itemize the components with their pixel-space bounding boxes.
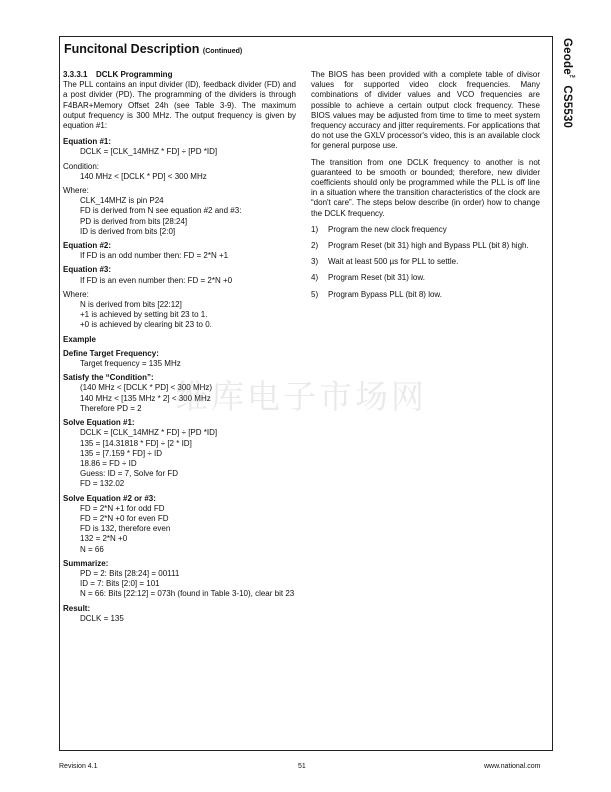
step-item: [311, 225, 540, 235]
solve1-line: 135 = [7.159 * FD] ÷ ID: [80, 448, 162, 458]
footer-revision: Revision 4.1: [59, 763, 98, 770]
summarize-heading: Summarize:: [63, 558, 109, 568]
target-heading: Define Target Frequency:: [63, 348, 159, 358]
step-item: [311, 241, 540, 251]
section-title-text: Funcitonal Description: [64, 42, 200, 56]
solve23-line: FD = 2*N +1 for odd FD: [80, 503, 165, 513]
solve23-line: FD is 132, therefore even: [80, 524, 171, 534]
example-heading: Example: [63, 334, 96, 344]
subsection-number: 3.3.3.1: [63, 70, 88, 79]
footer-url: www.national.com: [484, 763, 541, 770]
left-column: [63, 70, 296, 624]
where-line: PD is derived from bits [28:24]: [80, 216, 188, 226]
summarize-list: [63, 569, 296, 600]
footer-page-number: 51: [298, 763, 306, 770]
step-text: Wait at least 500 µs for PLL to settle.: [328, 257, 459, 267]
where-list: [63, 196, 296, 237]
step-number: 5): [311, 289, 319, 299]
intro-paragraph: The PLL contains an input divider (ID), feedback divider (FD) and a post divider (PD). The programming of the dividers is through F4BAR+Memory Offset 24h (see Table 3-9). The maximum output frequency is 300 MHz. The output frequency is given by equation #1:: [63, 80, 296, 131]
transition-paragraph: The transition from one DCLK frequency to another is not guaranteed to be smooth or bounded; therefore, new divider coefficients should only be programmed while the PLL is off line in a situation where the transition characteristics of the clock are “don't care”. The steps below describe (in order) how to change the DCLK frequency.: [311, 157, 540, 218]
where2-line: +0 is achieved by clearing bit 23 to 0.: [80, 320, 212, 330]
where-line: CLK_14MHZ is pin P24: [80, 196, 164, 206]
solve23-list: [63, 504, 296, 555]
step-item: [311, 290, 540, 300]
step-text: Program Bypass PLL (bit 8) low.: [328, 289, 442, 299]
solve1-line: FD = 132.02: [80, 479, 125, 489]
equation2-heading: Equation #2:: [63, 241, 112, 251]
step-text: Program Reset (bit 31) low.: [328, 273, 425, 283]
right-column: [311, 70, 540, 306]
step-text: Program Reset (bit 31) high and Bypass PLL (bit 8) high.: [328, 241, 529, 251]
step-number: 1): [311, 224, 319, 234]
where-line: FD is derived from N see equation #2 and #3:: [80, 206, 242, 216]
satisfy-line: Therefore PD = 2: [80, 403, 142, 413]
equation3-text: If FD is an even number then: FD = 2*N +0: [80, 275, 233, 285]
solve1-line: 135 = [14.31818 * FD] ÷ [2 * ID]: [80, 438, 192, 448]
summarize-line: PD = 2: Bits [28:24] = 00111: [80, 568, 180, 578]
satisfy-heading: Satisfy the “Condition”:: [63, 373, 154, 383]
solve1-line: DCLK = [CLK_14MHZ * FD] ÷ [PD *ID]: [80, 428, 218, 438]
solve1-line: 18.86 = FD ÷ ID: [80, 458, 137, 468]
solve23-heading: Solve Equation #2 or #3:: [63, 493, 156, 503]
equation3-heading: Equation #3:: [63, 265, 112, 275]
subsection-title: DCLK Programming: [96, 70, 173, 79]
equation1-text: DCLK = [CLK_14MHZ * FD] ÷ [PD *ID]: [80, 147, 218, 157]
step-text: Program the new clock frequency: [328, 224, 447, 234]
section-title: [64, 42, 242, 56]
section-title-continued: (Continued): [202, 48, 243, 55]
condition-heading: Condition:: [63, 161, 100, 171]
solve23-line: N = 66: [80, 544, 104, 554]
step-number: 4): [311, 273, 319, 283]
solve23-line: 132 = 2*N +0: [80, 534, 128, 544]
satisfy-line: (140 MHz < [DCLK * PD] < 300 MHz): [80, 383, 213, 393]
watermark: 维库电子市场网: [175, 377, 427, 416]
result-text: DCLK = 135: [80, 613, 124, 623]
condition-text: 140 MHz < [DCLK * PD] < 300 MHz: [80, 171, 207, 181]
solve1-heading: Solve Equation #1:: [63, 418, 135, 428]
where2-list: [63, 300, 296, 331]
target-text: Target frequency = 135 MHz: [80, 359, 181, 369]
where-line: ID is derived from bits [2:0]: [80, 226, 176, 236]
side-title: Geode™ CS5530: [561, 38, 576, 129]
solve23-line: FD = 2*N +0 for even FD: [80, 513, 169, 523]
equation1-heading: Equation #1:: [63, 137, 112, 147]
solve1-list: [63, 428, 296, 489]
step-number: 3): [311, 257, 319, 267]
solve1-line: Guess: ID = 7, Solve for FD: [80, 469, 179, 479]
where2-heading: Where:: [63, 289, 89, 299]
subsection-heading: [63, 70, 296, 80]
where2-line: N is derived from bits [22:12]: [80, 300, 182, 310]
step-item: [311, 273, 540, 283]
result-heading: Result:: [63, 603, 91, 613]
summarize-line: ID = 7: Bits [2:0] = 101: [80, 579, 160, 589]
steps-list: [311, 225, 540, 300]
bios-paragraph: The BIOS has been provided with a complete table of divisor values for supported video clock frequencies. Many combinations of divider values and VCO frequencies are possible to achieve a certain output clock frequency. These BIOS values may be adjusted from time to time to meet system frequency accuracy and jitter requirements. For applications that do not use the GXLV processor's video, this is an available clock for general purpose use.: [311, 70, 540, 151]
where-heading: Where:: [63, 186, 89, 196]
step-number: 2): [311, 241, 319, 251]
summarize-line-n: N = 66: Bits [22:12] = 073h (found in Table 3-10), clear bit 23: [80, 589, 295, 599]
where2-line: +1 is achieved by setting bit 23 to 1.: [80, 310, 208, 320]
step-item: [311, 257, 540, 267]
satisfy-line: 140 MHz < [135 MHz * 2] < 300 MHz: [80, 393, 211, 403]
equation2-text: If FD is an odd number then: FD = 2*N +1: [80, 251, 229, 261]
